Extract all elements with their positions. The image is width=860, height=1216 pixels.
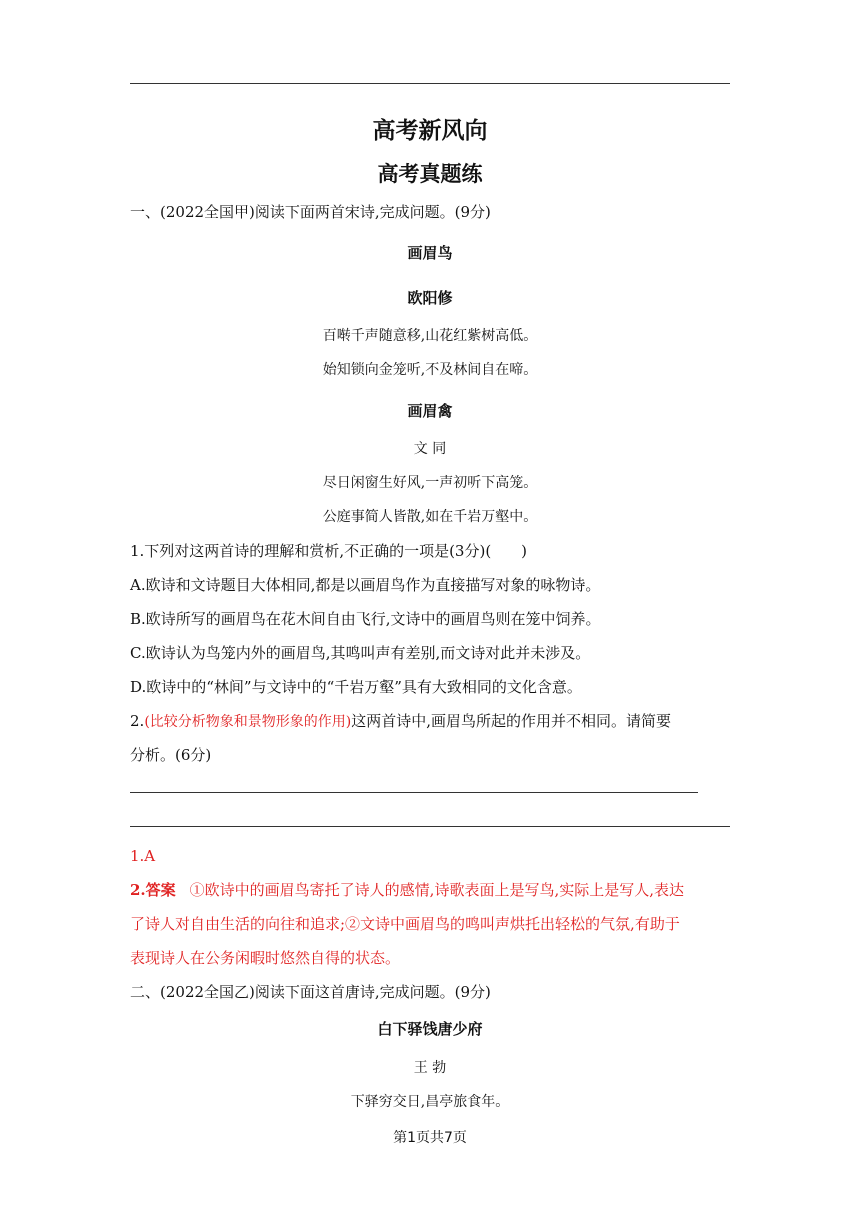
answer-blank-line — [130, 792, 698, 793]
poem3-author: 王 勃 — [413, 1060, 447, 1076]
question2-line1 — [130, 711, 730, 732]
question1-option-a: A.欧诗和文诗题目大体相同,都是以画眉鸟作为直接描写对象的咏物诗。 — [130, 576, 601, 594]
poem1-line: 百啭千声随意移,山花红紫树高低。 — [322, 328, 538, 344]
poem1-title: 画眉鸟 — [407, 244, 453, 262]
question1-stem: 1.下列对这两首诗的理解和赏析,不正确的一项是(3分)( ) — [130, 542, 528, 560]
answer2-line3: 表现诗人在公务闲暇时悠然自得的状态。 — [130, 949, 401, 967]
answer2-line2: 了诗人对自由生活的向往和追求;②文诗中画眉鸟的鸣叫声烘托出轻松的气氛,有助于 — [130, 915, 680, 933]
question2-line2: 分析。(6分) — [130, 746, 212, 764]
answer1: 1.A — [130, 847, 156, 865]
answer2-label: 2.答案 — [130, 881, 176, 899]
section1-intro: 一、(2022全国甲)阅读下面两首宋诗,完成问题。(9分) — [130, 203, 491, 221]
question1-option-d: D.欧诗中的“林间”与文诗中的“千岩万壑”具有大致相同的文化含意。 — [130, 678, 582, 696]
poem2-author: 文 同 — [413, 441, 447, 457]
answer2-text: ①欧诗中的画眉鸟寄托了诗人的感情,诗歌表面上是写鸟,实际上是写人,表达 — [189, 881, 684, 899]
page-number: 第1页共7页 — [393, 1130, 467, 1146]
question1-option-b: B.欧诗所写的画眉鸟在花木间自由飞行,文诗中的画眉鸟则在笼中饲养。 — [130, 610, 601, 628]
question2-text: 这两首诗中,画眉鸟所起的作用并不相同。请简要 — [351, 712, 672, 730]
question1-option-c: C.欧诗认为鸟笼内外的画眉鸟,其鸣叫声有差别,而文诗对此并未涉及。 — [130, 644, 591, 662]
poem3-title: 白下驿饯唐少府 — [377, 1020, 483, 1038]
question2-tag: (比较分析物象和景物形象的作用) — [144, 714, 352, 730]
question2-number: 2. — [130, 712, 145, 730]
poem1-line: 始知锁向金笼听,不及林间自在啼。 — [322, 362, 538, 378]
answer2-line1 — [130, 880, 730, 900]
page-subtitle: 高考真题练 — [377, 162, 483, 186]
poem2-line: 公庭事简人皆散,如在千岩万壑中。 — [322, 509, 538, 525]
section2-intro: 二、(2022全国乙)阅读下面这首唐诗,完成问题。(9分) — [130, 983, 491, 1001]
poem1-author: 欧阳修 — [407, 289, 453, 307]
page-title: 高考新风向 — [372, 118, 488, 144]
poem2-title: 画眉禽 — [407, 402, 453, 420]
answer-separator — [130, 826, 730, 827]
poem3-line: 下驿穷交日,昌亭旅食年。 — [350, 1094, 510, 1110]
top-rule — [130, 83, 730, 84]
poem2-line: 尽日闲窗生好风,一声初听下高笼。 — [322, 475, 538, 491]
